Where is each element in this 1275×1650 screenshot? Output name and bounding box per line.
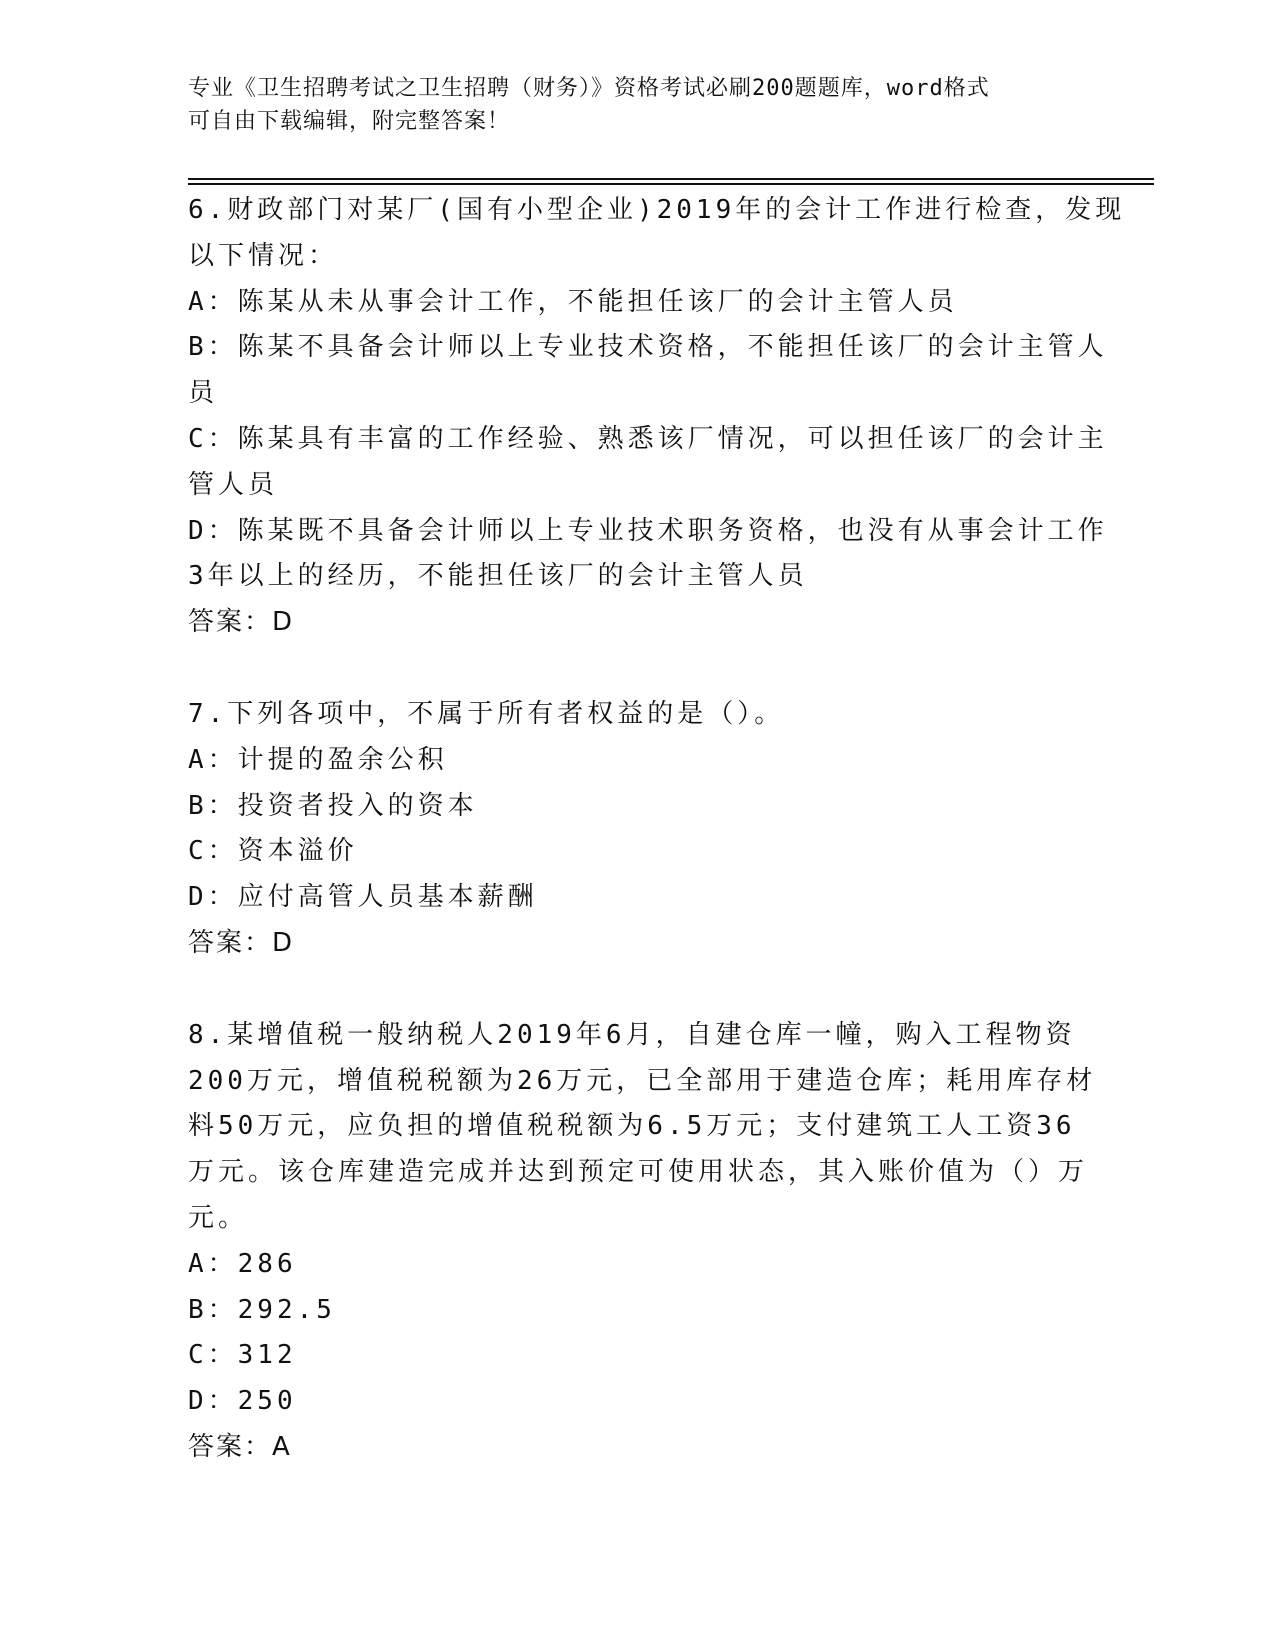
question-7 [188, 692, 1068, 967]
question-stem: 料50万元，应负担的增值税税额为6.5万元；支付建筑工人工资36 [188, 1111, 1076, 1142]
answer-line: 答案：D [188, 927, 295, 958]
option-d: 3年以上的经历，不能担任该厂的会计主管人员 [188, 561, 808, 592]
answer-line: 答案：A [188, 1431, 292, 1462]
header-divider [188, 183, 1154, 185]
question-list [188, 188, 1126, 1471]
question-stem: 万元。该仓库建造完成并达到预定可使用状态，其入账价值为（）万 [188, 1157, 1089, 1188]
header-line: 专业《卫生招聘考试之卫生招聘（财务）》资格考试必刷200题题库，word格式 [188, 76, 990, 101]
option-d: D：250 [188, 1386, 297, 1417]
question-stem: 7.下列各项中，不属于所有者权益的是（）。 [188, 698, 785, 729]
question-stem: 200万元，增值税税额为26万元，已全部用于建造仓库；耗用库存材 [188, 1065, 1097, 1096]
header-divider [188, 178, 1154, 180]
document-header [188, 72, 1068, 138]
question-stem: 8.某增值税一般纳税人2019年6月，自建仓库一幢，购入工程物资 [188, 1019, 1076, 1050]
option-a: A：陈某从未从事会计工作，不能担任该厂的会计主管人员 [188, 286, 958, 317]
header-line: 可自由下载编辑，附完整答案！ [188, 109, 511, 134]
option-b: B：陈某不具备会计师以上专业技术资格，不能担任该厂的会计主管人 [188, 332, 1108, 363]
question-stem: 6.财政部门对某厂(国有小型企业)2019年的会计工作进行检查，发现 [188, 195, 1126, 225]
option-a: A：286 [188, 1248, 297, 1279]
option-b: B：292.5 [188, 1294, 336, 1325]
question-8 [188, 1013, 1097, 1471]
option-d: D：陈某既不具备会计师以上专业技术职务资格，也没有从事会计工作 [188, 515, 1108, 546]
question-6 [188, 188, 1126, 646]
option-a: A：计提的盈余公积 [188, 744, 448, 775]
option-c: 管人员 [188, 469, 279, 500]
option-b: B：投资者投入的资本 [188, 790, 478, 821]
answer-line: 答案：D [188, 607, 295, 638]
option-c: C：陈某具有丰富的工作经验、熟悉该厂情况，可以担任该厂的会计主 [188, 423, 1108, 454]
option-d: D：应付高管人员基本薪酬 [188, 882, 538, 913]
option-c: C：312 [188, 1340, 297, 1371]
question-stem: 元。 [188, 1202, 249, 1233]
question-stem: 以下情况： [188, 240, 339, 271]
option-c: C：资本溢价 [188, 836, 358, 867]
option-b: 员 [188, 378, 219, 409]
